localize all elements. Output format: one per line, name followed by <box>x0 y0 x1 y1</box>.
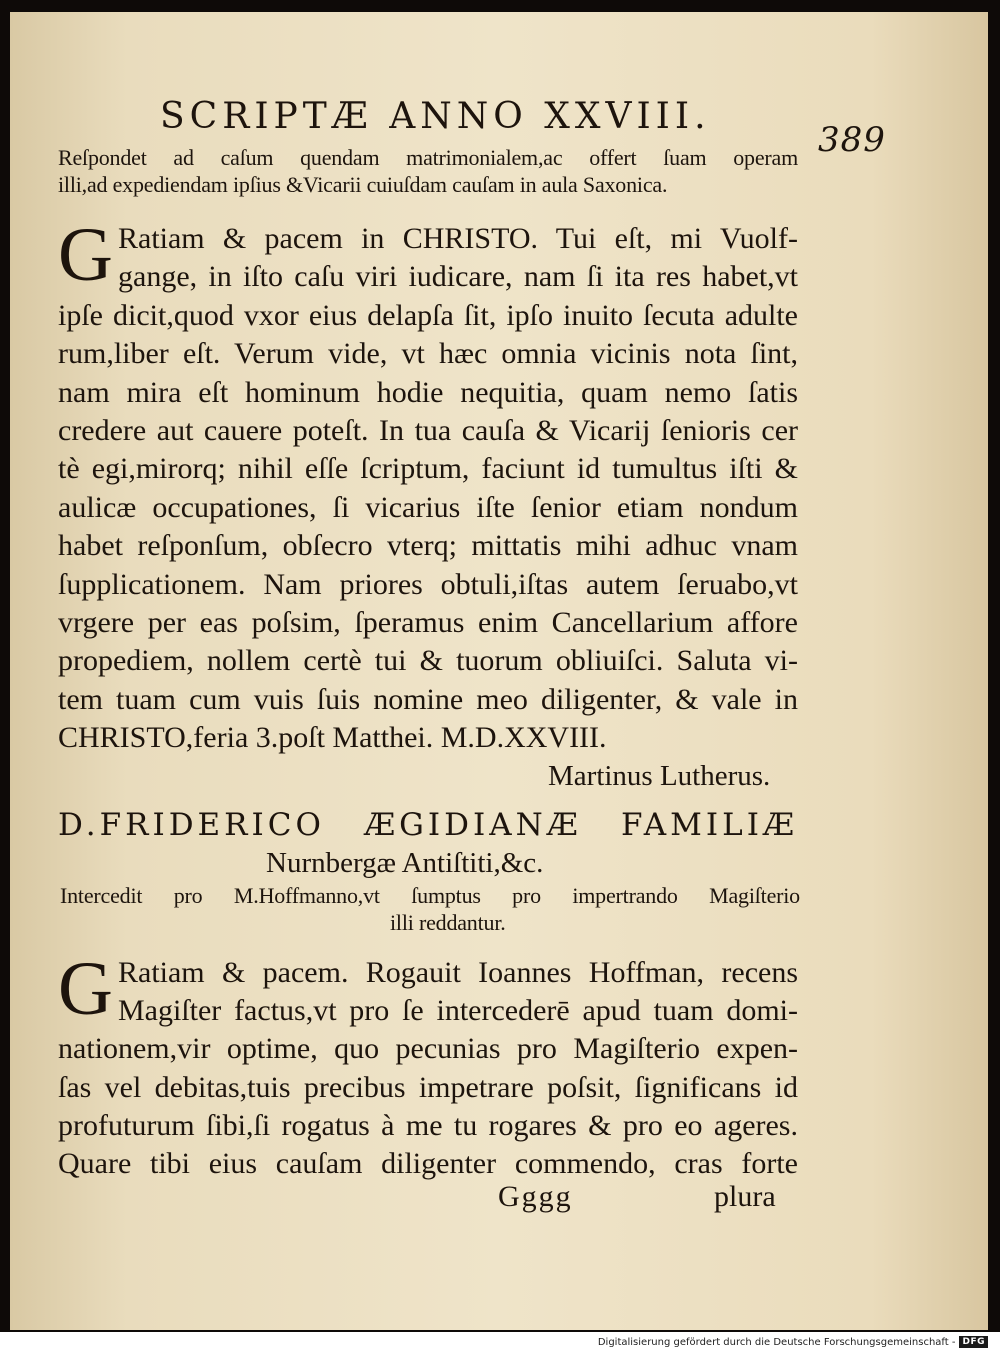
letter2-heading <box>58 807 798 843</box>
page-number: 389 <box>818 120 886 160</box>
body-line: nam mira eſt hominum hodie nequitia, quam nemo ſatis <box>58 375 798 409</box>
summary-line: illi,ad expediendam ipſius &Vicarii cuiuſdam cauſam in aula Saxonica. <box>58 172 668 197</box>
heading-word: FAMILIÆ <box>620 807 798 843</box>
body-line: ipſe dicit,quod vxor eius delapſa ſit, ipſo inuito ſecuta adulte <box>58 298 798 332</box>
body-line: propediem, nollem certè tui & tuorum obliuiſci. Saluta vi- <box>58 644 798 678</box>
footer-text: Digitalisierung gefördert durch die Deutsche Forschungsgemeinschaft - <box>597 1336 956 1348</box>
heading-word: ÆGIDIANÆ <box>364 807 582 843</box>
signature: Martinus Lutherus. <box>548 760 771 792</box>
body-line: nationem,vir optime, quo pecunias pro Magiſterio expen- <box>58 1032 798 1066</box>
footer <box>598 1336 988 1348</box>
running-head: SCRIPTÆ ANNO XXVIII. <box>160 96 711 137</box>
body-line: tem tuam cum vuis ſuis nomine meo diligenter, & vale in <box>58 682 798 716</box>
summary-line: illi reddantur. <box>390 910 506 935</box>
body-line: credere aut cauere poteſt. In tua cauſa & Vicarij ſenioris cer <box>58 414 798 448</box>
body-line: profuturum ſibi,ſi rogatus à me tu rogares & pro eo ageres. <box>58 1108 798 1142</box>
signature-mark: Gggg <box>498 1180 573 1213</box>
body-line: CHRISTO,feria 3.poſt Matthei. M.D.XXVIII. <box>58 721 607 755</box>
summary-line: Reſpondet ad caſum quendam matrimonialem,ac offert ſuam operam <box>58 145 798 170</box>
drop-cap: G <box>58 213 113 297</box>
summary-line: Intercedit pro M.Hoffmanno,vt ſumptus pro impertrando Magiſterio <box>60 883 800 908</box>
body-line: Ratiam & pacem. Rogauit Ioannes Hoffman, recens <box>118 956 798 989</box>
body-line: ſas vel debitas,tuis precibus impetrare poſsit, ſignificans id <box>58 1070 798 1104</box>
dfg-logo: DFG <box>959 1336 988 1348</box>
body-line: ſupplicationem. Nam priores obtuli,iſtas autem ſeruabo,vt <box>58 567 798 601</box>
catchword: plura <box>714 1180 776 1213</box>
body-line: vrgere per eas poſsim, ſperamus enim Cancellarium affore <box>58 606 798 640</box>
drop-cap: G <box>58 947 113 1031</box>
body-line: tè egi,mirorq; nihil eſſe ſcriptum, faciunt id tumultus iſti & <box>58 452 798 486</box>
body-line: Ratiam & pacem in CHRISTO. Tui eſt, mi Vuolf- <box>118 222 798 255</box>
letter1-summary <box>58 144 798 198</box>
body-line: Quare tibi eius cauſam diligenter commendo, cras forte <box>58 1147 798 1181</box>
body-line: Magiſter factus,vt pro ſe intercederē apud tuam domi- <box>118 994 798 1028</box>
letter2-summary <box>60 882 800 936</box>
body-line: rum,liber eſt. Verum vide, vt hæc omnia vicinis nota ſint, <box>58 337 798 371</box>
letter2-body <box>58 947 798 1183</box>
book-page <box>10 12 988 1330</box>
body-line: aulicæ occupationes, ſi vicarius iſte ſenior etiam nondum <box>58 490 798 524</box>
heading-word: D.FRIDERICO <box>58 807 325 843</box>
body-line: habet reſponſum, obſecro vterq; mittatis mihi adhuc vnam <box>58 529 798 563</box>
letter2-heading-line2: Nurnbergæ Antiſtiti,&c. <box>266 847 544 879</box>
letter1-body <box>58 213 798 758</box>
body-line: gange, in iſto caſu viri iudicare, nam ſi ita res habet,vt <box>118 260 798 294</box>
